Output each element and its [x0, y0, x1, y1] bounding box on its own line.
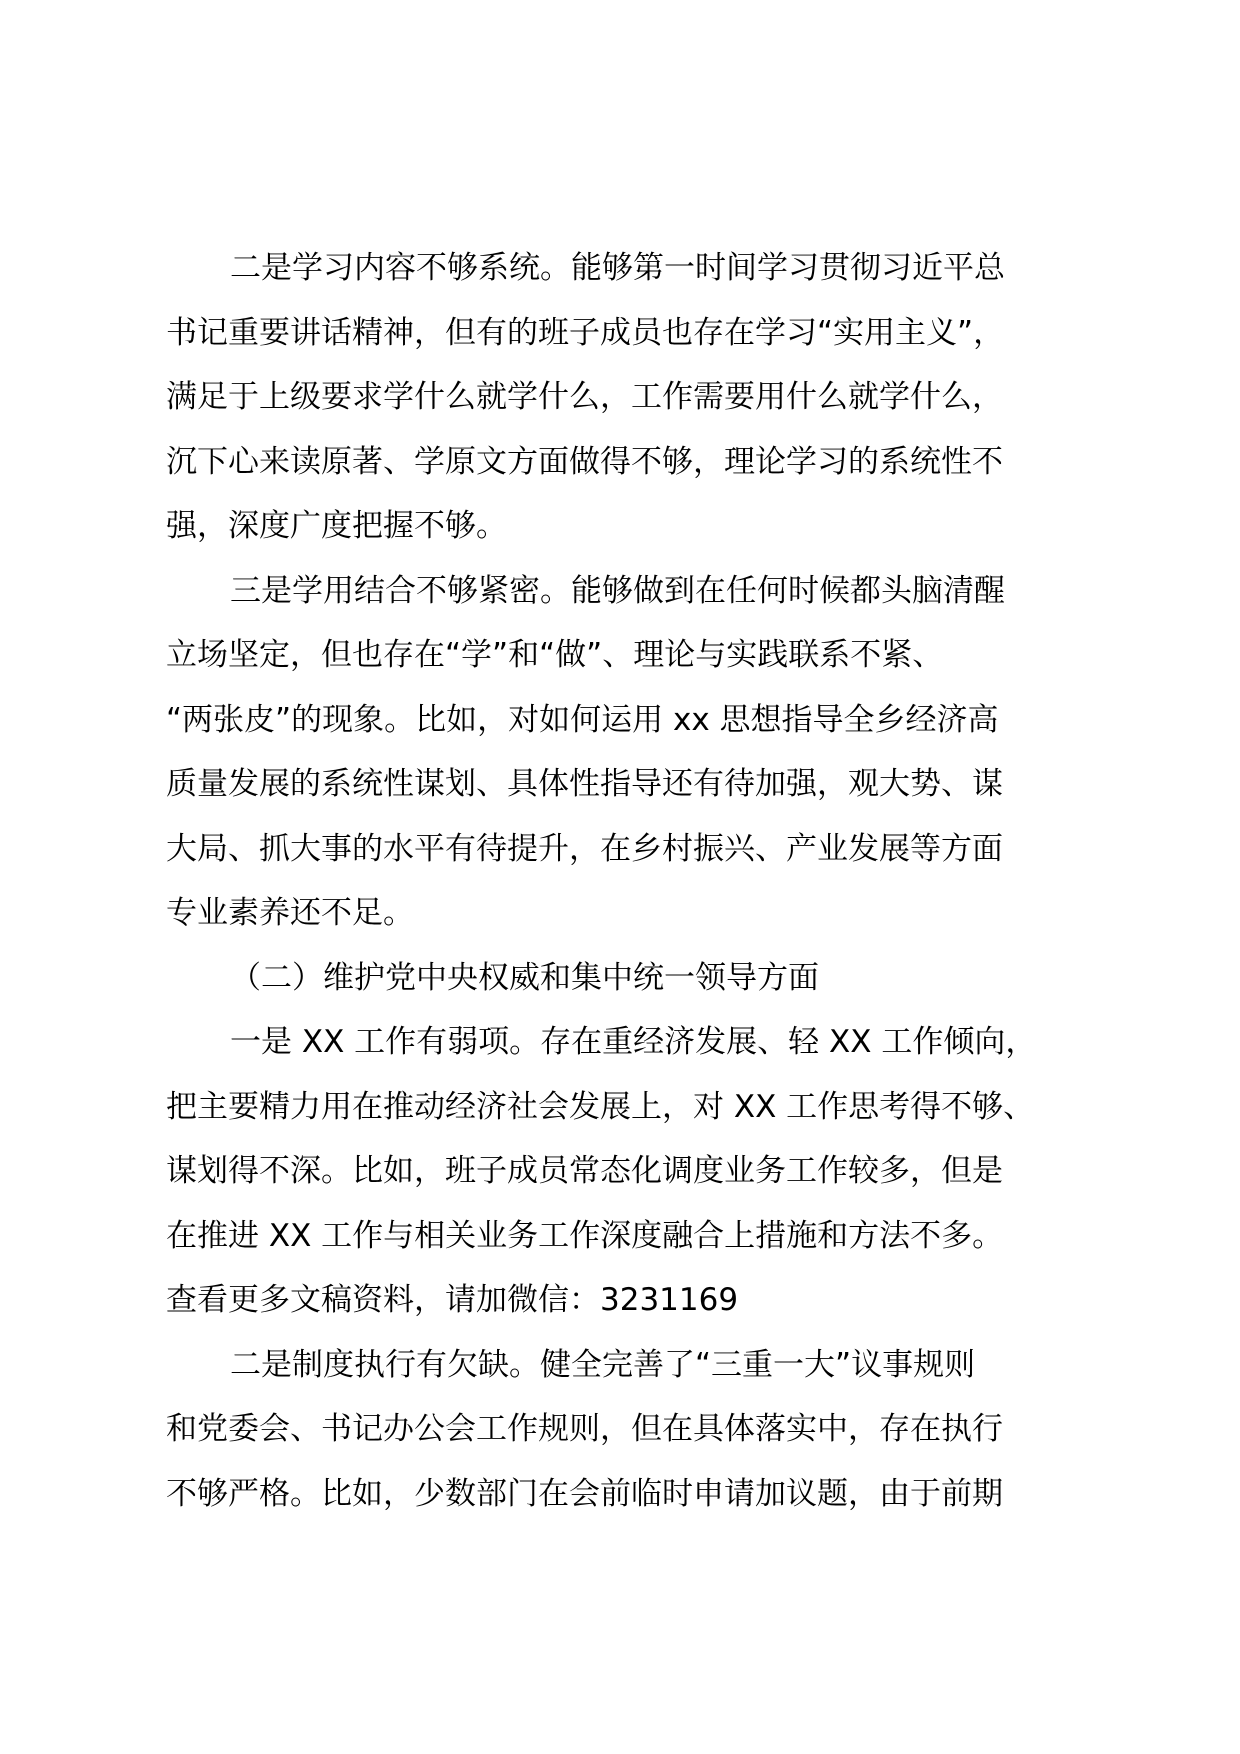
document-body	[166, 236, 1096, 1526]
paragraph-line: 强，深度广度把握不够。	[166, 508, 507, 544]
paragraph-line: “两张皮”的现象。比如，对如何运用 xx 思想指导全乡经济高	[166, 701, 999, 738]
contact-note: 查看更多文稿资料，请加微信：3231169	[166, 1282, 739, 1318]
paragraph-line: 大局、抓大事的水平有待提升，在乡村振兴、产业发展等方面	[166, 830, 1003, 867]
paragraph-line: 一是 XX 工作有弱项。存在重经济发展、轻 XX 工作倾向，	[230, 1024, 1037, 1060]
paragraph-line: 专业素养还不足。	[166, 895, 414, 931]
paragraph-line: 不够严格。比如，少数部门在会前临时申请加议题，由于前期	[166, 1475, 1003, 1512]
paragraph-line: 书记重要讲话精神，但有的班子成员也存在学习“实用主义”，	[166, 314, 1005, 351]
paragraph-line: 二是制度执行有欠缺。健全完善了“三重一大”议事规则	[230, 1346, 976, 1383]
paragraph-line: 质量发展的系统性谋划、具体性指导还有待加强，观大势、谋	[166, 766, 1003, 802]
paragraph-line: 沉下心来读原著、学原文方面做得不够，理论学习的系统性不	[166, 443, 1003, 480]
paragraph-line: 满足于上级要求学什么就学什么，工作需要用什么就学什么，	[166, 379, 1003, 415]
paragraph-line: 立场坚定，但也存在“学”和“做”、理论与实践联系不紧、	[166, 637, 944, 673]
paragraph-line: 和党委会、书记办公会工作规则，但在具体落实中，存在执行	[166, 1411, 1003, 1447]
paragraph-line: 谋划得不深。比如，班子成员常态化调度业务工作较多，但是	[166, 1153, 1003, 1189]
paragraph-line: 二是学习内容不够系统。能够第一时间学习贯彻习近平总	[230, 250, 1005, 286]
paragraph-line: 三是学用结合不够紧密。能够做到在任何时候都头脑清醒	[230, 572, 1005, 609]
section-heading: （二）维护党中央权威和集中统一领导方面	[230, 959, 819, 996]
paragraph-line: 在推进 XX 工作与相关业务工作深度融合上措施和方法不多。	[166, 1217, 1004, 1254]
paragraph-line: 把主要精力用在推动经济社会发展上，对 XX 工作思考得不够、	[166, 1088, 1035, 1125]
